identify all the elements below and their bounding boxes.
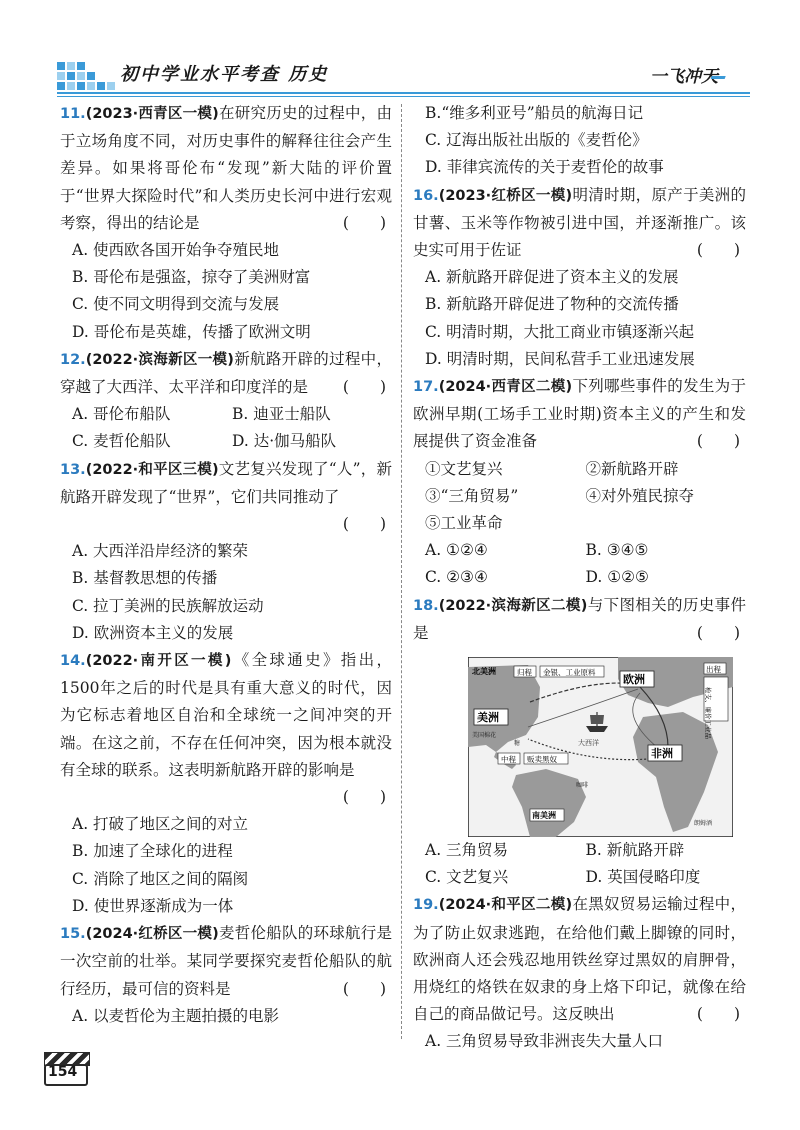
map-label-middle: 中程: [501, 755, 516, 765]
triangle-trade-map: [468, 657, 733, 837]
option-c: C. 辽海出版社出版的《麦哲伦》: [425, 131, 648, 150]
map-label-south-america: 南美洲: [532, 811, 556, 821]
option-a: A. 打破了地区之间的对立: [72, 815, 249, 834]
map-label-alcohol: 朗姆酒: [694, 820, 713, 828]
question-source: (2022·滨海新区二模): [438, 597, 588, 614]
item-3: ③“三角贸易”: [425, 486, 519, 505]
options-row: [60, 401, 392, 428]
item-5: ⑤工业革命: [425, 514, 503, 533]
map-label-return: 归程: [517, 668, 532, 678]
options-row: [413, 537, 746, 564]
question-number: 14.: [60, 653, 86, 670]
answer-paren: ( ): [342, 979, 386, 998]
question-stem: 明清时期，原产于美洲的甘薯、玉米等作物被引进中国，并逐渐推广。该史实可用于佐证: [413, 185, 746, 260]
question-source: (2022·滨海新区一模): [85, 351, 234, 368]
question-stem: 下列哪些事件的发生为于欧洲早期(工场手工业时期)资本主义的产生和发展提供了资金准备: [413, 377, 746, 451]
header-brand: 一飞冲天: [650, 67, 718, 87]
header-divider: [57, 92, 750, 94]
question-16: [413, 182, 746, 373]
map-figure: [468, 657, 733, 837]
option-c: C. 使不同文明得到交流与发展: [72, 295, 280, 314]
map-label-north-america: 北美洲: [472, 667, 496, 677]
option-d: D. 哥伦布是英雄，传播了欧洲文明: [72, 322, 311, 341]
option-a: A. 使西欧各国开始争夺殖民地: [72, 241, 280, 260]
option-c: C. 明清时期，大批工商业市镇逐渐兴起: [425, 322, 695, 341]
answer-paren: ( ): [342, 515, 386, 534]
question-stem: 与下图相关的历史事件是: [413, 595, 746, 642]
question-source: (2023·西青区一模): [85, 106, 219, 122]
map-label-outbound: 出程: [706, 665, 721, 675]
option-b: B. 迪亚士船队: [232, 405, 331, 424]
option-d: D. 英国侵略印度: [585, 868, 701, 887]
question-stem: 新航路开辟的过程中，穿越了大西洋、太平洋和印度洋的是: [60, 349, 392, 397]
page-header: [0, 0, 800, 95]
right-column: [413, 100, 746, 1056]
item-2: ②新航路开辟: [585, 459, 679, 478]
question-11: [60, 100, 392, 346]
map-label-coffee: 咖啡: [576, 782, 589, 790]
items-row: [413, 483, 746, 510]
question-number: 16.: [413, 187, 439, 204]
options-row: [413, 837, 746, 864]
map-label-europe: 欧洲: [623, 673, 645, 687]
option-b: B. 基督教思想的传播: [72, 569, 218, 588]
header-title: 初中学业水平考查 历史: [120, 64, 329, 85]
option-b: B.“维多利亚号”船员的航海日记: [425, 104, 644, 122]
option-d: D. ①②⑤: [585, 568, 649, 587]
map-label-cotton: 美国棉花: [472, 732, 497, 740]
question-12: [60, 346, 392, 456]
question-number: 15.: [60, 926, 86, 943]
map-label-ocean: 大西洋: [578, 739, 599, 748]
left-column: [60, 100, 392, 1030]
question-number: 11.: [60, 106, 86, 122]
option-d: D. 菲律宾流传的关于麦哲伦的故事: [425, 158, 664, 177]
question-15: [60, 920, 392, 1030]
answer-paren: ( ): [696, 241, 740, 260]
items-row: [413, 456, 746, 483]
map-label-trade-goods: 枪支、廉价工业品: [704, 687, 712, 740]
option-b: B. ③④⑤: [585, 541, 649, 560]
answer-paren: ( ): [696, 1005, 740, 1024]
map-label-slaves: 贩卖黑奴: [527, 755, 557, 765]
answer-paren: ( ): [696, 432, 740, 451]
option-d: D. 达·伽马船队: [232, 432, 337, 451]
option-d: D. 使世界逐渐成为一体: [72, 896, 234, 915]
question-18: [413, 592, 746, 892]
option-a: A. 哥伦布船队: [72, 405, 171, 424]
option-c: C. ②③④: [425, 568, 488, 587]
question-stem: 麦哲伦船队的环球航行是一次空前的壮举。某同学要探究麦哲伦船队的航行经历，最可信的资料是: [60, 924, 392, 998]
question-source: (2024·和平区二模): [438, 897, 573, 914]
map-label-goods: 金银、工业原料: [543, 668, 596, 678]
options-row: [60, 428, 392, 455]
option-a: A. 三角贸易: [425, 841, 509, 860]
brand-swoosh-icon: [711, 66, 730, 79]
question-14: [60, 647, 392, 920]
page-number: 154: [48, 1064, 78, 1080]
question-number: 18.: [413, 597, 439, 614]
question-source: (2024·西青区二模): [438, 379, 573, 396]
question-stem: 文艺复兴发现了“人”，新航路开辟发现了“世界”，它们共同推动了: [60, 459, 392, 506]
option-a: A. 大西洋沿岸经济的繁荣: [72, 542, 249, 561]
question-19: [413, 891, 746, 1055]
option-a: A. 三角贸易导致非洲丧失大量人口: [425, 1032, 664, 1051]
question-number: 17.: [413, 379, 439, 396]
option-d: D. 明清时期，民间私营手工业迅速发展: [425, 349, 695, 368]
option-c: C. 拉丁美洲的民族解放运动: [72, 596, 264, 615]
option-b: B. 新航路开辟促进了物种的交流传播: [425, 295, 679, 314]
option-a: A. 以麦哲伦为主题拍摄的电影: [72, 1006, 280, 1025]
map-label-sugar: 糖: [514, 740, 521, 748]
options-row: [413, 864, 746, 891]
option-a: A. 新航路开辟促进了资本主义的发展: [425, 268, 679, 287]
question-source: (2024·红桥区一模): [85, 926, 219, 943]
question-number: 13.: [60, 461, 86, 478]
question-number: 12.: [60, 351, 86, 368]
question-stem: 在研究历史的过程中，由于立场角度不同，对历史事件的解释往往会产生差异。如果将哥伦布“发现”新大陆的评价置于“世界大探险时代”和人类历史长河中进行宏观考察，得出的结论是: [60, 104, 392, 232]
option-b: B. 新航路开辟: [585, 841, 685, 860]
question-source: (2023·红桥区一模): [438, 187, 573, 204]
option-b: B. 加速了全球化的进程: [72, 842, 233, 861]
question-source: (2022·和平区三模): [85, 461, 219, 478]
item-4: ④对外殖民掠夺: [585, 486, 695, 505]
item-1: ①文艺复兴: [425, 459, 503, 478]
question-17: [413, 373, 746, 592]
question-15-continued: [413, 100, 746, 182]
option-b: B. 哥伦布是强盗，掠夺了美洲财富: [72, 268, 311, 287]
option-a: A. ①②④: [425, 541, 488, 560]
option-c: C. 麦哲伦船队: [72, 432, 171, 451]
header-divider-thin: [57, 96, 750, 97]
answer-paren: ( ): [342, 788, 386, 807]
answer-paren: ( ): [696, 623, 740, 642]
option-d: D. 欧洲资本主义的发展: [72, 623, 234, 642]
column-divider: [401, 104, 402, 1039]
question-stem: 在黑奴贸易运输过程中，为了防止奴隶逃跑，在给他们戴上脚镣的同时，欧洲商人还会残忍地用铁丝穿过黑奴的肩胛骨，用烧红的烙铁在奴隶的身上烙下印记，就像在给自己的商品做记号。这反映出: [413, 895, 746, 1024]
map-label-america: 美洲: [477, 711, 499, 725]
answer-paren: ( ): [342, 213, 386, 232]
header-logo-blocks: [57, 62, 115, 92]
question-number: 19.: [413, 897, 439, 914]
answer-paren: ( ): [342, 378, 386, 397]
option-c: C. 消除了地区之间的隔阂: [72, 869, 249, 888]
question-stem: 《全球通史》指出，1500年之后的时代是具有重大意义的时代，因为它标志着地区自治和全球统一之间冲突的开端。在这之前，不存在任何冲突，因为根本就没有全球的联系。这表明新航路开辟的影响是: [60, 651, 392, 779]
option-c: C. 文艺复兴: [425, 868, 509, 887]
map-label-africa: 非洲: [651, 747, 673, 761]
page-number-badge: [38, 1048, 90, 1086]
question-13: [60, 456, 392, 647]
options-row: [413, 564, 746, 591]
question-source: (2022·南开区一模): [85, 653, 232, 670]
